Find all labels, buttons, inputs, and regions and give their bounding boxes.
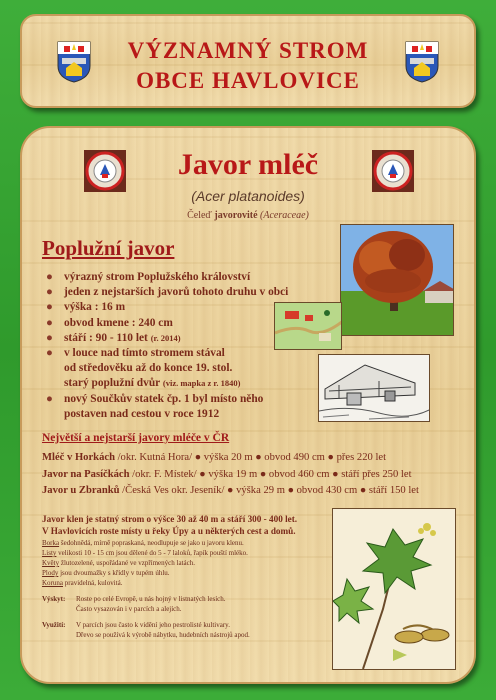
tree-photo <box>340 224 454 336</box>
detail-row <box>42 548 334 558</box>
fact-note: (r. 2014) <box>150 332 181 343</box>
fact-continuation <box>64 407 344 422</box>
usage-label: Využití: <box>42 621 66 629</box>
fact-item <box>44 285 344 300</box>
bullet-icon: ● <box>46 331 53 344</box>
occurrence-line: Často vysazován i v parcích a alejích. <box>76 605 182 613</box>
species-info <box>42 514 332 537</box>
detail-label: Plody <box>42 569 59 577</box>
notable-tree-location: /okr. F. Místek/ <box>129 468 197 480</box>
detail-row <box>42 568 334 578</box>
fact-note: (viz. mapka z r. 1840) <box>162 378 241 389</box>
notable-tree-name: Javor u Zbranků <box>42 485 120 497</box>
detail-label: Koruna <box>42 579 63 587</box>
detail-label: Borka <box>42 539 60 547</box>
detail-text: pravidelná, kulovitá. <box>63 579 123 587</box>
fact-text: výška : 16 m <box>64 301 126 314</box>
detail-text: žlutozelené, uspořádané ve vzpřímených latách. <box>59 559 195 567</box>
historical-map-image <box>274 302 342 350</box>
notable-tree-location: /okr. Kutná Hora/ <box>114 452 193 463</box>
detail-label: Květy <box>42 559 60 567</box>
notable-tree-row <box>42 467 462 484</box>
usage-block <box>42 620 334 640</box>
detail-row <box>42 578 334 588</box>
tree-title: Javor mléč <box>177 148 319 181</box>
detail-row <box>42 538 334 548</box>
fact-continuation-text: postaven nad cestou v roce 1912 <box>64 407 220 420</box>
section-title: Poplužní javor <box>42 236 175 260</box>
botanical-illustration <box>332 508 456 670</box>
detail-text: šedohnědá, mírně popraskaná, neodlupuje se jako u javoru klenu. <box>59 539 244 547</box>
family-latin: (Aceraceae) <box>260 210 309 221</box>
fact-item <box>44 270 344 285</box>
occurrence-block <box>42 594 334 614</box>
family-name: javorovité <box>214 210 258 221</box>
notable-trees-title: Největší a nejstarší javory mléče v ČR <box>42 432 230 444</box>
info-line: V Havlovicích roste místy u řeky Úpy a u některých cest a domů. <box>42 525 296 536</box>
bullet-icon: ● <box>46 347 53 360</box>
detail-label: Listy <box>42 549 57 557</box>
info-line: Javor klen je statný strom o výšce 30 až 40 m a stáří 300 - 400 let. <box>42 514 298 524</box>
fact-text: obvod kmene : 240 cm <box>64 316 173 329</box>
notable-tree-location: /Česká Ves okr. Jeseník/ <box>119 485 225 497</box>
notable-tree-stats: ● výška 20 m ● obvod 490 cm ● přes 220 let <box>192 452 387 463</box>
header-panel <box>20 14 476 108</box>
fact-item <box>44 392 344 422</box>
species-details <box>42 538 334 588</box>
fact-continuation <box>64 361 344 376</box>
notable-tree-name: Javor na Pasíčkách <box>42 468 130 480</box>
fact-text: stáří : 90 - 110 let <box>64 331 148 344</box>
header-title-line-2: OBCE HAVLOVICE <box>136 68 360 93</box>
notable-trees-list <box>42 450 462 500</box>
header-title-line-1: VÝZNAMNÝ STROM <box>127 38 369 63</box>
fact-text: výrazný strom Poplužského království <box>64 271 251 283</box>
bullet-icon: ● <box>46 392 53 405</box>
tree-family <box>22 210 474 221</box>
notable-tree-row <box>42 483 462 500</box>
tree-latin-name: (Acer platanoides) <box>191 188 305 204</box>
fact-text: v louce nad tímto stromem stával <box>64 347 225 360</box>
detail-text: jsou dvoumažky s křídly v tupém úhlu. <box>58 569 170 577</box>
fact-continuation-text: starý poplužní dvůr <box>64 377 161 390</box>
fact-item <box>44 346 344 392</box>
bullet-icon: ● <box>46 301 53 314</box>
notable-tree-row <box>42 450 462 467</box>
historical-sketch-image <box>318 354 430 422</box>
usage-line: Dřevo se používá k výrobě nábytku, hudebních nástrojů apod. <box>76 631 250 639</box>
detail-text: velikosti 10 - 15 cm jsou dělené do 5 - 7 laloků, řapík pouští mléko. <box>56 549 248 557</box>
detail-row <box>42 558 334 568</box>
bullet-icon: ● <box>46 286 53 299</box>
notable-tree-stats: ● výška 19 m ● obvod 460 cm ● stáří přes 250 let <box>196 468 412 480</box>
main-panel <box>20 126 476 684</box>
notable-tree-name: Mléč v Horkách <box>42 452 115 463</box>
notable-tree-stats: ● výška 29 m ● obvod 430 cm ● stáří 150 let <box>224 485 419 497</box>
family-prefix: Čeleď <box>187 210 212 221</box>
bullet-icon: ● <box>46 316 53 329</box>
bullet-icon: ● <box>46 271 53 283</box>
fact-continuation-text: od středověku až do konce 19. stol. <box>64 362 233 375</box>
fact-continuation <box>64 376 344 391</box>
usage-line: V parcích jsou často k vidění jeho pestrolisté kultivary. <box>76 621 230 629</box>
fact-text: nový Součkův statek čp. 1 byl místo něho <box>64 392 264 405</box>
occurrence-line: Roste po celé Evropě, u nás hojný v listnatých lesích. <box>76 595 226 603</box>
coat-of-arms-icon <box>404 40 440 84</box>
occurrence-label: Výskyt: <box>42 595 66 603</box>
fact-text: jeden z nejstarších javorů tohoto druhu v obci <box>64 286 289 299</box>
